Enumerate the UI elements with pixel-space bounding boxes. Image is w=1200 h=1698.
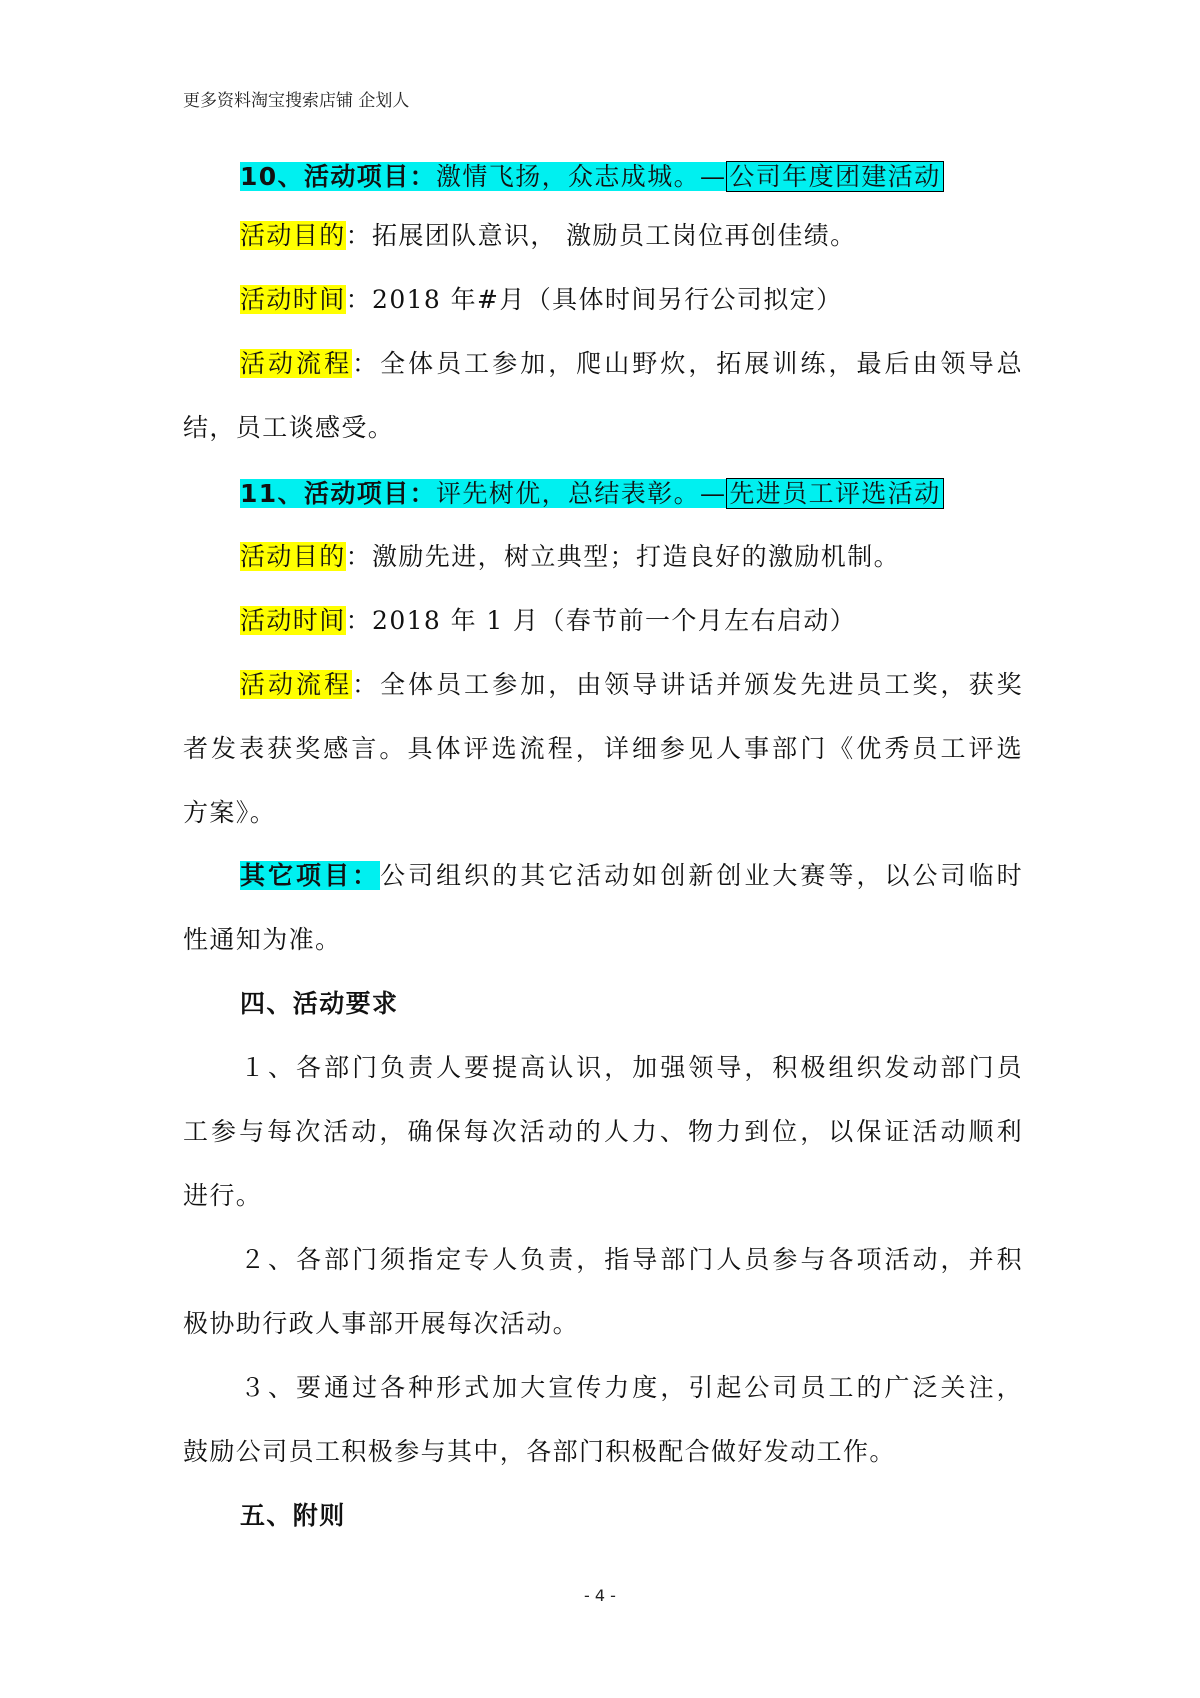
section4-p3-line-1: ３、要通过各种形式加大宣传力度，引起公司员工的广泛关注， <box>240 1373 1023 1402</box>
other-items-label: 其它项目： <box>240 861 381 890</box>
item10-flow-label: 活动流程 <box>240 349 353 378</box>
item10-purpose-line <box>240 212 1023 260</box>
item10-flow-line-1 <box>240 340 1023 388</box>
section4-p1-line-3: 进行。 <box>183 1181 263 1210</box>
item10-flow-text-1: ：全体员工参加，爬山野炊，拓展训练，最后由领导总 <box>352 349 1023 378</box>
item11-purpose-label: 活动目的 <box>240 542 346 571</box>
item11-time-line <box>240 597 1023 645</box>
item11-flow-line-3: 方案》。 <box>183 798 277 827</box>
item10-purpose-text: ：拓展团队意识， 激励员工岗位再创佳绩。 <box>345 221 857 250</box>
other-items-line-1 <box>240 852 1023 900</box>
item10-flow-line-2: 结，员工谈感受。 <box>183 413 395 442</box>
item11-purpose-line <box>240 533 1023 581</box>
section4-heading: 四、活动要求 <box>240 989 399 1018</box>
item11-flow-label: 活动流程 <box>240 670 353 699</box>
item10-title: 10、活动项目： <box>240 162 436 191</box>
item11-flow-line-2: 者发表获奖感言。具体评选流程，详细参见人事部门《优秀员工评选 <box>183 734 1023 763</box>
item10-title-line <box>240 153 1023 201</box>
item10-activity-name: 公司年度团建活动 <box>726 161 943 192</box>
page-header: 更多资料淘宝搜索店铺 企划人 <box>183 91 410 111</box>
item11-flow-text-1: ：全体员工参加，由领导讲话并颁发先进员工奖，获奖 <box>352 670 1023 699</box>
section4-p1-line-1: １、各部门负责人要提高认识，加强领导，积极组织发动部门员 <box>240 1053 1023 1082</box>
section5-heading: 五、附则 <box>240 1501 346 1530</box>
item10-time-line <box>240 276 1023 324</box>
item10-purpose-label: 活动目的 <box>240 221 346 250</box>
item10-time-label: 活动时间 <box>240 285 346 314</box>
other-items-line-2: 性通知为准。 <box>183 925 342 954</box>
item11-flow-line-1 <box>240 661 1023 709</box>
item10-time-text: ：2018 年#月（具体时间另行公司拟定） <box>345 285 843 314</box>
section4-p2-line-1: ２、各部门须指定专人负责，指导部门人员参与各项活动，并积 <box>240 1245 1023 1274</box>
item11-time-text: ：2018 年 1 月（春节前一个月左右启动） <box>345 606 857 635</box>
page-number: - 4 - <box>584 1586 616 1605</box>
item11-activity-name: 先进员工评选活动 <box>726 478 943 509</box>
section4-p3-line-2: 鼓励公司员工积极参与其中，各部门积极配合做好发动工作。 <box>183 1437 896 1466</box>
item11-time-label: 活动时间 <box>240 606 346 635</box>
section4-p2-line-2: 极协助行政人事部开展每次活动。 <box>183 1309 580 1338</box>
item11-title: 11、活动项目： <box>240 479 436 508</box>
item11-title-line <box>240 470 1023 518</box>
item11-slogan: 评先树优，总结表彰。— <box>436 479 727 508</box>
section4-p1-line-2: 工参与每次活动，确保每次活动的人力、物力到位，以保证活动顺利 <box>183 1117 1023 1146</box>
other-items-text-1: 公司组织的其它活动如创新创业大赛等，以公司临时 <box>380 861 1023 890</box>
item10-slogan: 激情飞扬，众志成城。— <box>436 162 727 191</box>
item11-purpose-text: ：激励先进，树立典型；打造良好的激励机制。 <box>345 542 901 571</box>
